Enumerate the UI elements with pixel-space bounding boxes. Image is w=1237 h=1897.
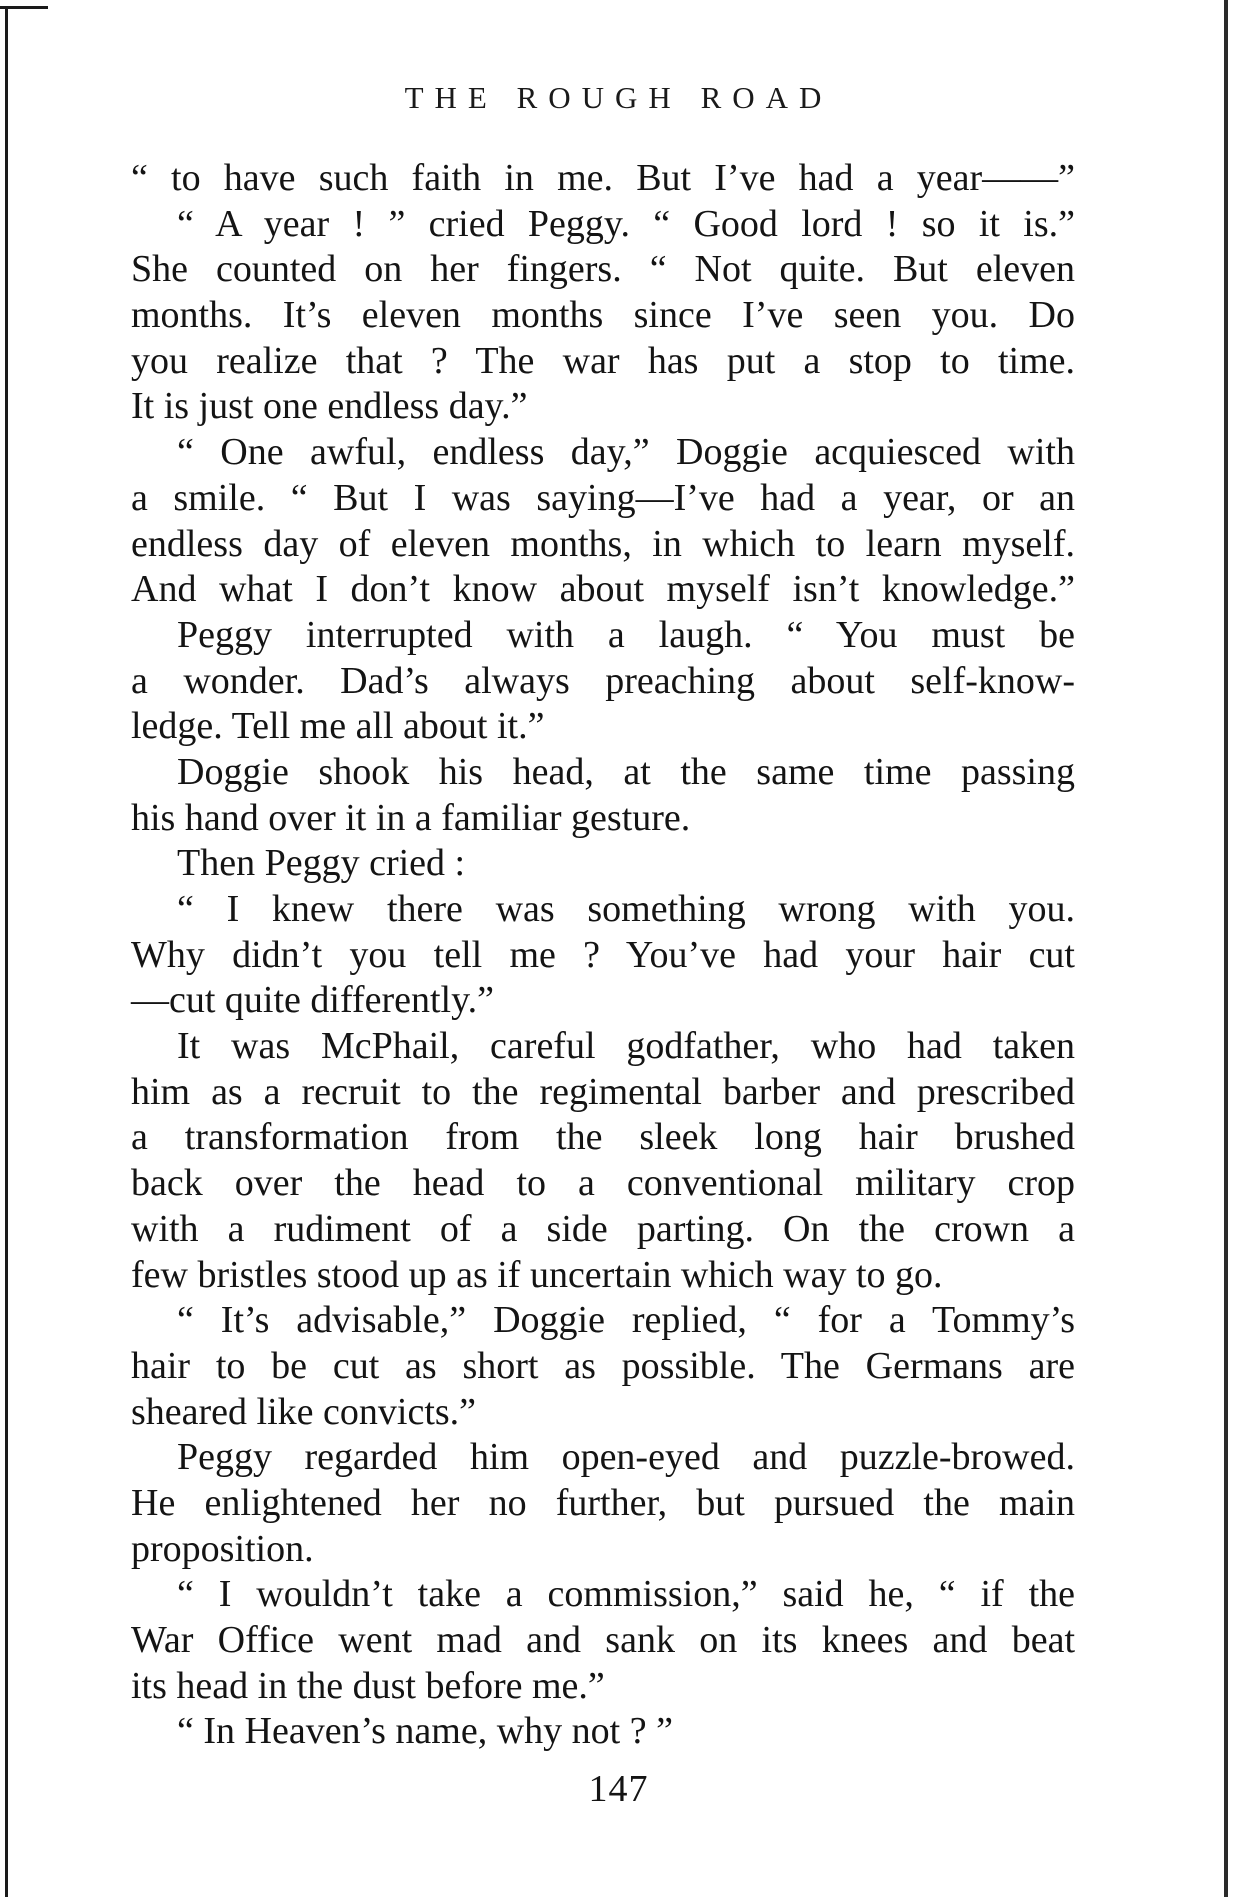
text-line: his hand over it in a familiar gesture. bbox=[131, 796, 691, 839]
page-edge-right-rule bbox=[1224, 0, 1228, 1897]
text-line: a smile. “ But I was saying—I’ve had a year, or an bbox=[131, 476, 1075, 519]
text-line: proposition. bbox=[131, 1527, 314, 1570]
text-line: few bristles stood up as if uncertain which way to go. bbox=[131, 1253, 943, 1296]
running-head: THE ROUGH ROAD bbox=[404, 80, 833, 115]
text-line: It was McPhail, careful godfather, who had taken bbox=[177, 1025, 1075, 1068]
text-line: “ A year ! ” cried Peggy. “ Good lord ! so it is.” bbox=[177, 202, 1075, 245]
text-line: “ It’s advisable,” Doggie replied, “ for a Tommy’s bbox=[177, 1299, 1075, 1342]
text-line: “ One awful, endless day,” Doggie acquiesced with bbox=[177, 431, 1075, 474]
text-line: a transformation from the sleek long hair brushed bbox=[131, 1116, 1075, 1159]
text-line: a wonder. Dad’s always preaching about self-know- bbox=[131, 659, 1075, 702]
text-line: Doggie shook his head, at the same time passing bbox=[177, 750, 1075, 793]
text-line: ledge. Tell me all about it.” bbox=[131, 705, 545, 748]
text-line: hair to be cut as short as possible. The Germans are bbox=[131, 1344, 1075, 1387]
text-line: “ I knew there was something wrong with you. bbox=[177, 888, 1075, 930]
text-line: And what I don’t know about myself isn’t knowledge.” bbox=[131, 568, 1075, 611]
page-frame-left-rule bbox=[5, 6, 8, 1897]
text-line: Why didn’t you tell me ? You’ve had your hair cut bbox=[131, 933, 1075, 976]
text-line: “ to have such faith in me. But I’ve had a year——” bbox=[131, 157, 1075, 199]
text-line: months. It’s eleven months since I’ve seen you. Do bbox=[131, 294, 1075, 337]
text-line: “ In Heaven’s name, why not ? ” bbox=[177, 1710, 673, 1753]
text-line: He enlightened her no further, but pursued the main bbox=[131, 1481, 1075, 1524]
body-text bbox=[131, 156, 1075, 1755]
text-line: with a rudiment of a side parting. On the crown a bbox=[131, 1207, 1075, 1250]
text-line: Peggy interrupted with a laugh. “ You must be bbox=[177, 613, 1075, 656]
text-line: Then Peggy cried : bbox=[177, 842, 466, 885]
text-line: sheared like convicts.” bbox=[131, 1390, 477, 1433]
text-line: She counted on her fingers. “ Not quite. But eleven bbox=[131, 248, 1075, 291]
text-line: “ I wouldn’t take a commission,” said he, “ if the bbox=[177, 1573, 1075, 1616]
text-line: Peggy regarded him open-eyed and puzzle-browed. bbox=[177, 1436, 1075, 1479]
text-line: its head in the dust before me.” bbox=[131, 1664, 605, 1707]
text-line: It is just one endless day.” bbox=[131, 385, 528, 428]
text-line: back over the head to a conventional military crop bbox=[131, 1162, 1075, 1205]
text-line: —cut quite differently.” bbox=[131, 979, 494, 1022]
text-line: you realize that ? The war has put a stop to time. bbox=[131, 339, 1075, 382]
text-line: War Office went mad and sank on its knees and beat bbox=[131, 1619, 1075, 1661]
text-line: him as a recruit to the regimental barber and prescribed bbox=[131, 1070, 1075, 1113]
page-number: 147 bbox=[588, 1768, 649, 1810]
text-line: endless day of eleven months, in which to learn myself. bbox=[131, 522, 1075, 565]
